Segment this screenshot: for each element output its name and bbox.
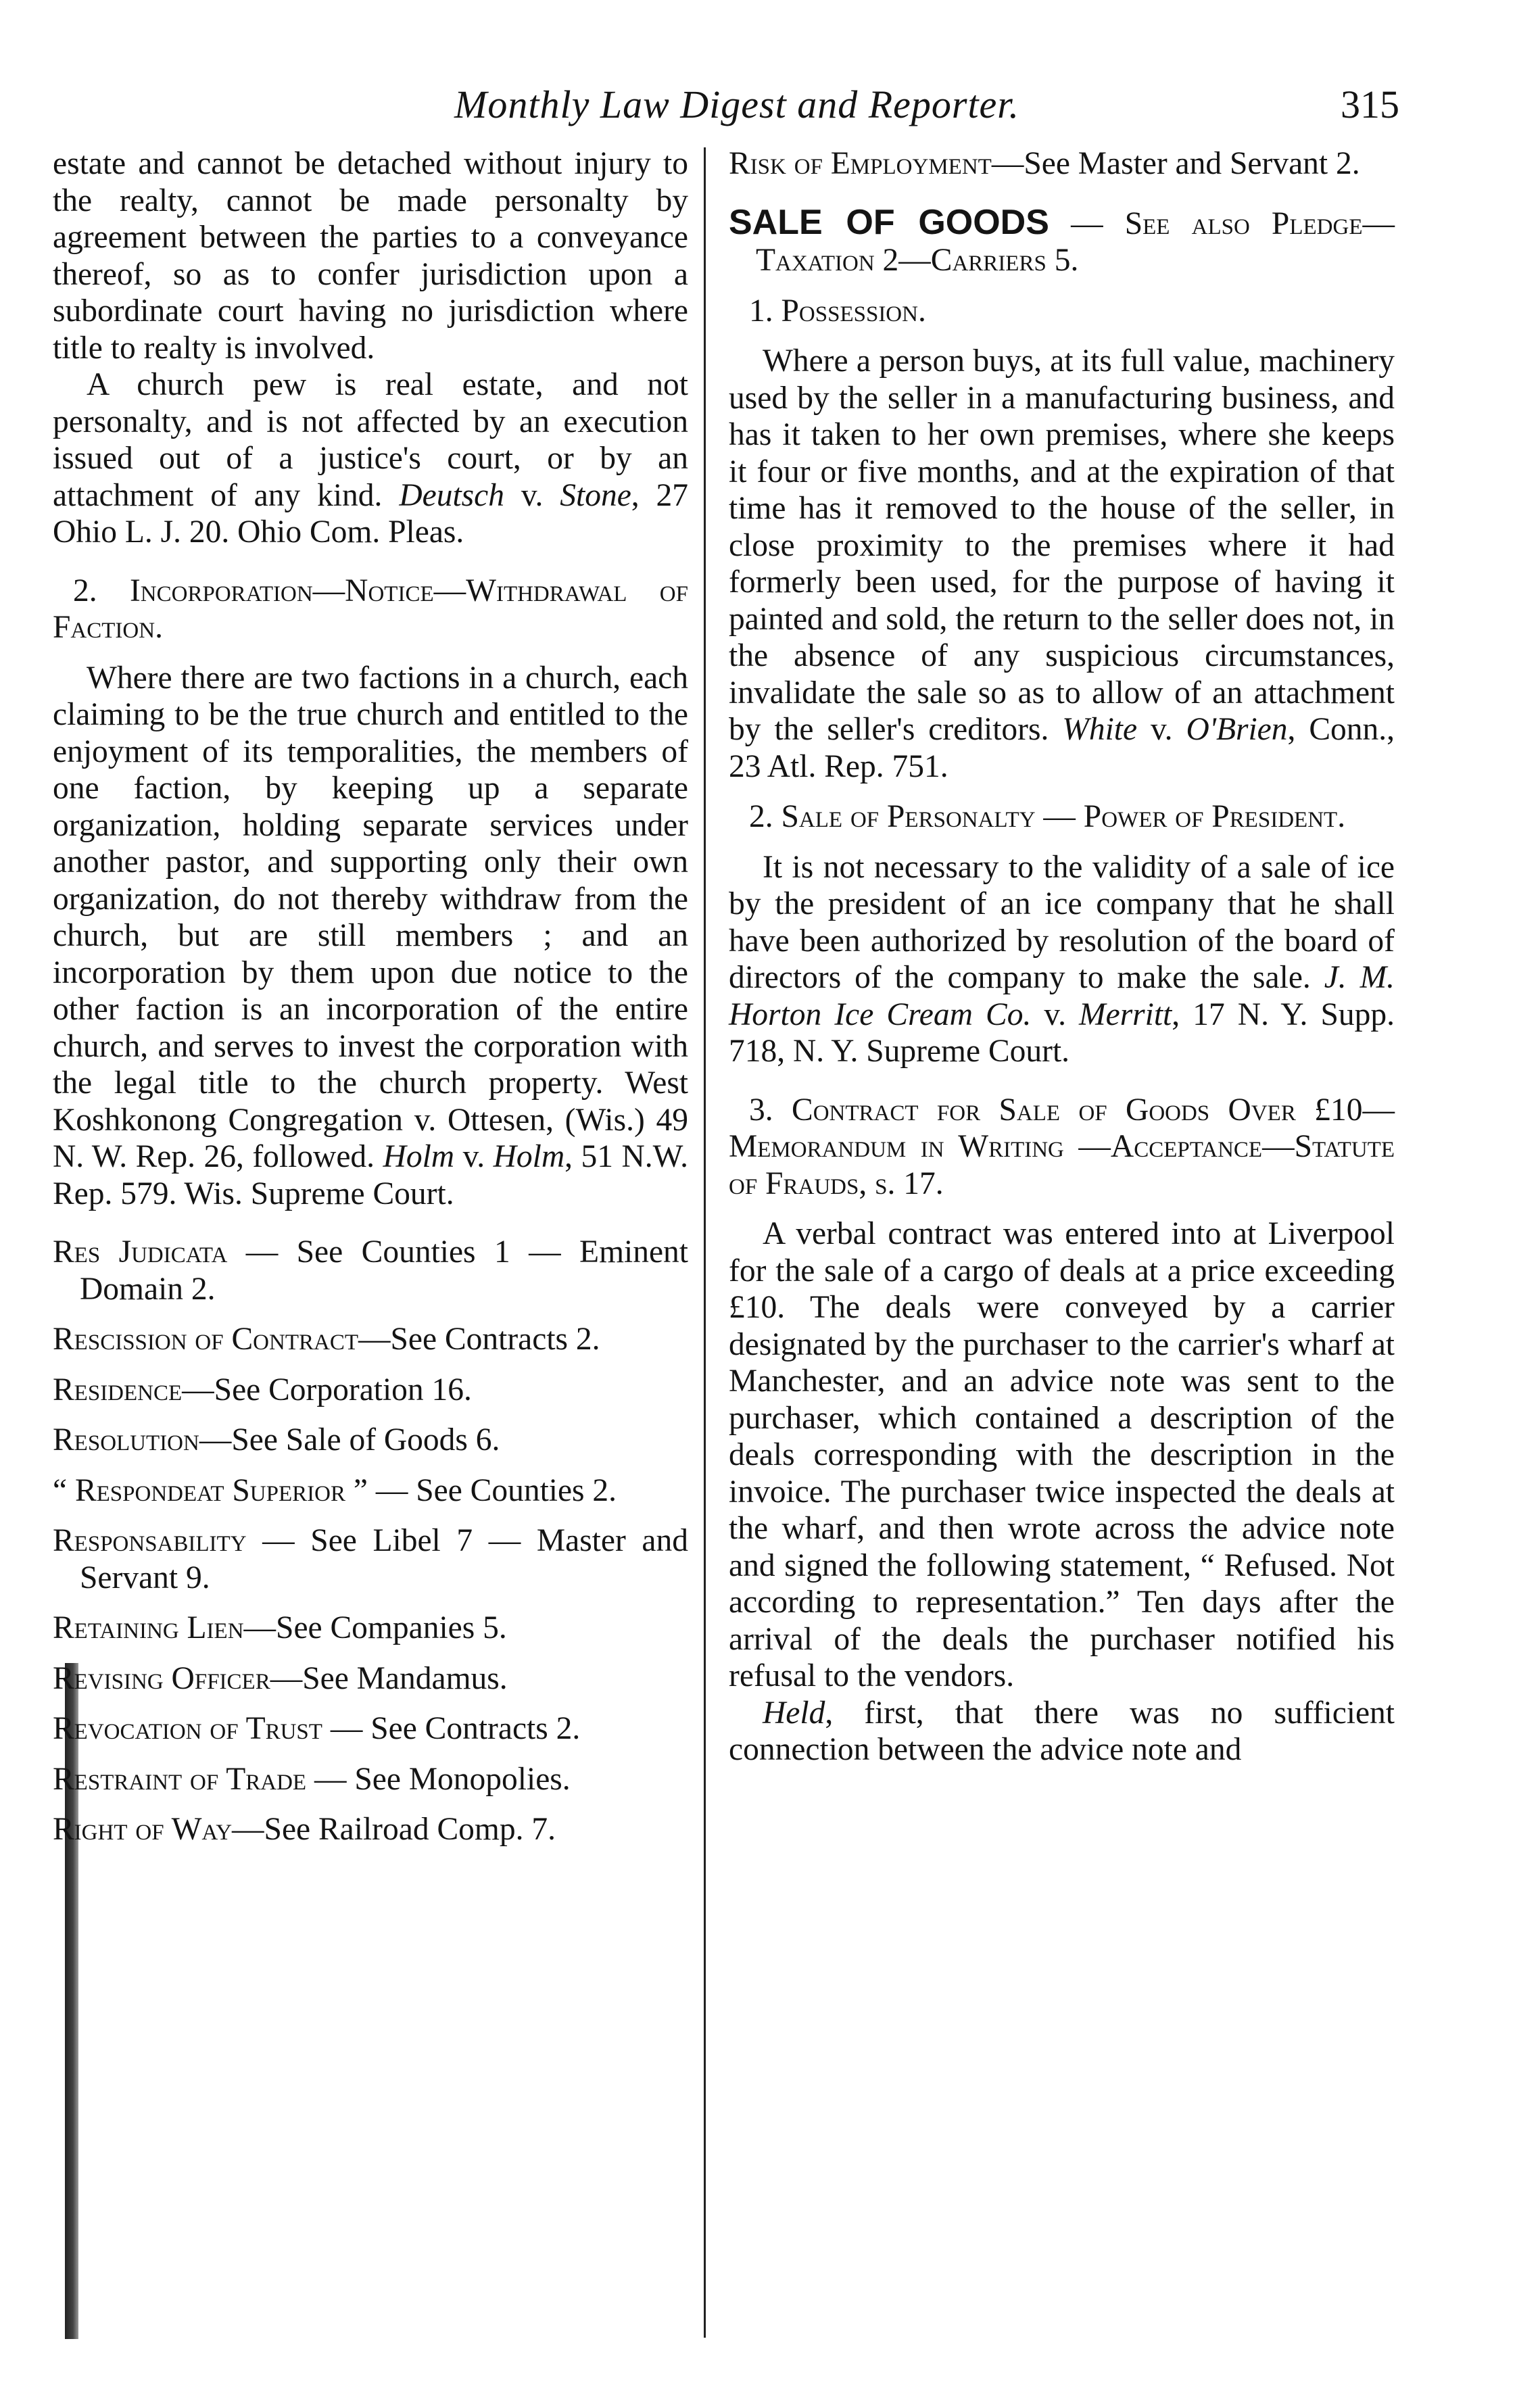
paragraph-continued: estate and cannot be detached without injury to the realty, cannot be made personalty by agreement between the parties to a conveyance thereof, so as to confer jurisdiction upon a subordinate court having no jurisdiction where title to realty is involved. (53, 146, 688, 366)
paragraph-possession: Where a person buys, at its full value, machinery used by the seller in a manufacturing business, and has it taken to her own premises, where she keeps it four or five months, and at the expiration of that time has it removed to the house of the seller, in close proximity to the premises where it had formerly been used, for the purpose of having it painted and sold, the return to the seller does not, in the absence of any suspicious circumstances, invalidate the sale so as to allow of an attachment by the seller's creditors. White v. O'Brien, Conn., 23 Atl. Rep. 751. (729, 343, 1395, 784)
cross-reference: Revocation of Trust — See Contracts 2. (53, 1711, 581, 1746)
paragraph-held: Held, first, that there was no sufficient connection between the advice note and (729, 1695, 1395, 1767)
case-name: O'Brien (1186, 712, 1288, 747)
left-column (53, 145, 688, 1848)
column-divider (704, 147, 706, 2338)
cross-reference: Revising Officer—See Mandamus. (53, 1660, 508, 1696)
subsection-heading: 1. Possession. (749, 293, 926, 329)
cross-reference: Rescission of Contract—See Contracts 2. (53, 1322, 600, 1357)
cross-reference: Risk of Employment—See Master and Servant 2. (729, 146, 1360, 181)
paragraph-verbal-contract: A verbal contract was entered into at Liverpool for the sale of a cargo of deals at a price exceeding £10. The deals were conveyed by a carrier designated by the purchaser to the carrier's wharf at Manchester, and an advice note was sent to the purchaser, which contained a description of the deals corresponding with the description in the invoice. The purchaser twice inspected the deals at the wharf, and then wrote across the advice note and signed the following statement, “ Refused. Not according to representation.” Ten days after the arrival of the deals the purchaser notified his refusal to the vendors. (729, 1216, 1395, 1693)
page-number: 315 (1341, 82, 1399, 126)
cross-reference: Retaining Lien—See Companies 5. (53, 1610, 507, 1645)
section-heading-sale-of-goods: SALE OF GOODS — See also Pledge—Taxation 2—Carriers 5. (729, 202, 1395, 278)
case-name: Holm (493, 1139, 565, 1174)
page-header (74, 74, 1399, 135)
cross-reference: Restraint of Trade — See Monopolies. (53, 1761, 571, 1797)
right-column (729, 145, 1395, 1768)
subsection-heading: 3. Contract for Sale of Goods Over £10—Memorandum in Writing —Acceptance—Statute of Frauds, s. 17. (729, 1092, 1395, 1201)
paragraph-sale-of-ice: It is not necessary to the validity of a sale of ice by the president of an ice company that he shall have been authorized by resolution of the board of directors of the company to make the sale. J. M. Horton Ice Cream Co. v. Merritt, 17 N. Y. Supp. 718, N. Y. Supreme Court. (729, 849, 1395, 1069)
cross-reference: “ Respondeat Superior ” — See Counties 2. (53, 1472, 617, 1508)
cross-reference: Responsability — See Libel 7 — Master and Servant 9. (53, 1523, 688, 1595)
paragraph-church-pew: A church pew is real estate, and not personalty, and is not affected by an execution issued out of a justice's court, or by an attachment of any kind. Deutsch v. Stone, 27 Ohio L. J. 20. Ohio Com. Pleas. (53, 367, 689, 550)
case-name: J. M. Horton Ice Cream Co. (729, 960, 1395, 1032)
cross-reference: Right of Way—See Railroad Comp. 7. (53, 1812, 556, 1847)
case-name: Merritt (1079, 996, 1172, 1032)
journal-title: Monthly Law Digest and Reporter. (454, 82, 1019, 126)
subsection-heading: 2. Sale of Personalty — Power of President. (749, 799, 1346, 834)
paragraph-factions: Where there are two factions in a church, each claiming to be the true church and entitled to the enjoyment of its temporalities, the members of one faction, by keeping up a separate organization, holding separate services under another pastor, and supporting only their own organization, do not thereby withdraw from the church, but are still members ; and an incorporation by them upon due notice to the other faction is an incorporation of the entire church, and serves to invest the corporation with the legal title to the church property. West Koshkonong Congregation v. Ottesen, (Wis.) 49 N. W. Rep. 26, followed. Holm v. Holm, 51 N.W. Rep. 579. Wis. Supreme Court. (53, 660, 689, 1211)
held-word: Held (763, 1695, 825, 1731)
subsection-heading: 2. Incorporation—Notice—Withdrawal of Faction. (53, 573, 688, 645)
case-name: Stone (560, 477, 631, 513)
cross-reference: Residence—See Corporation 16. (53, 1372, 472, 1407)
cross-reference: Resolution—See Sale of Goods 6. (53, 1422, 500, 1457)
case-name: White (1062, 712, 1138, 747)
section-title: SALE OF GOODS (729, 202, 1049, 242)
case-name: Deutsch (399, 477, 504, 513)
cross-reference: Res Judicata — See Counties 1 — Eminent Domain 2. (53, 1234, 688, 1307)
case-name: Holm (383, 1139, 455, 1174)
